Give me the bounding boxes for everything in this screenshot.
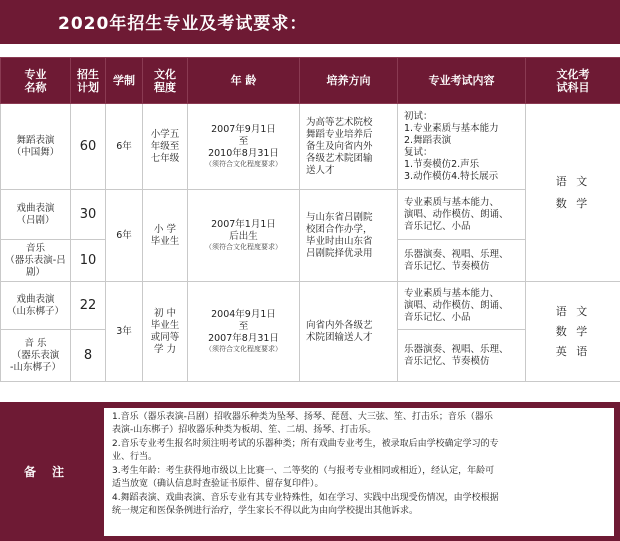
header-years: 学制 [106, 58, 143, 104]
education-cell: 小学五 年级至 七年级 [143, 104, 188, 190]
culture-cell: 语 文 数 学 英 语 [526, 282, 620, 382]
direction-cell: 向省内外各级艺 术院团输送人才 [300, 282, 398, 382]
page-title: 2020年招生专业及考试要求： [58, 14, 308, 34]
header-direction: 培养方向 [300, 58, 398, 104]
major-cell: 舞蹈表演 （中国舞） [1, 104, 71, 190]
notes-box [104, 408, 614, 536]
notes-section [0, 402, 620, 541]
admission-table [0, 57, 620, 382]
table-row [1, 282, 620, 330]
age-cell [188, 190, 300, 282]
education-cell: 初 中 毕业生 或同等 学 力 [143, 282, 188, 382]
title-bar [0, 0, 620, 44]
years-cell: 6年 [106, 190, 143, 282]
years-cell: 3年 [106, 282, 143, 382]
quota-cell: 60 [71, 104, 106, 190]
notes-label: 备注 [23, 465, 80, 479]
table-header-row [1, 58, 620, 104]
major-cell: 音 乐 （器乐表演 -山东梆子） [1, 330, 71, 382]
header-culture: 文化考 试科目 [526, 58, 620, 104]
years-cell: 6年 [106, 104, 143, 190]
header-quota: 招生 计划 [71, 58, 106, 104]
age-cell [188, 282, 300, 382]
header-major: 专业 名称 [1, 58, 71, 104]
age-cell [188, 104, 300, 190]
exam-cell: 专业素质与基本能力、 演唱、动作模仿、朗诵、 音乐记忆、小品 [398, 282, 526, 330]
exam-cell: 乐器演奏、视唱、乐理、 音乐记忆、节奏模仿 [398, 330, 526, 382]
note-item: 4.舞蹈表演、戏曲表演、音乐专业有其专业特殊性，如在学习、实践中出现受伤情况，由学校根据 统一规定和医保条例进行治疗，学生家长不得以此为由向学校提出其他诉求。 [112, 493, 499, 516]
major-cell: 戏曲表演 （山东梆子） [1, 282, 71, 330]
header-exam: 专业考试内容 [398, 58, 526, 104]
age-text: 2004年9月1日 至 2007年8月31日 [208, 309, 279, 344]
culture-cell: 语 文 数 学 [526, 104, 620, 282]
direction-cell: 与山东省吕剧院 校团合作办学， 毕业时由山东省 吕剧院择优录用 [300, 190, 398, 282]
quota-cell: 8 [71, 330, 106, 382]
note-item: 2.音乐专业考生报名时须注明考试的乐器种类；所有戏曲专业考生，被录取后由学校确定学习的专 业、行当。 [112, 439, 499, 462]
quota-cell: 22 [71, 282, 106, 330]
note-item: 3.考生年龄：考生获得地市级以上比赛一、二等奖的（与报考专业相同或相近），经认定，年龄可 适当放宽（确认信息时查验证书原件、留存复印件）。 [112, 466, 495, 489]
major-cell: 音乐 （器乐表演-吕剧） [1, 240, 71, 282]
education-cell: 小 学 毕业生 [143, 190, 188, 282]
major-cell: 戏曲表演 （吕剧） [1, 190, 71, 240]
age-text: 2007年9月1日 至 2010年8月31日 [208, 124, 279, 159]
table-row [1, 104, 620, 190]
header-education: 文化 程度 [143, 58, 188, 104]
age-note: （须符合文化程度要求） [205, 160, 282, 168]
quota-cell: 10 [71, 240, 106, 282]
header-age: 年 龄 [188, 58, 300, 104]
quota-cell: 30 [71, 190, 106, 240]
exam-cell: 专业素质与基本能力、 演唱、动作模仿、朗诵、 音乐记忆、小品 [398, 190, 526, 240]
exam-cell: 乐器演奏、视唱、乐理、 音乐记忆、节奏模仿 [398, 240, 526, 282]
age-text: 2007年1月1日 后出生 [211, 219, 276, 242]
age-note: （须符合文化程度要求） [205, 345, 282, 353]
age-note: （须符合文化程度要求） [205, 243, 282, 251]
note-item: 1.音乐（器乐表演-吕剧）招收器乐种类为坠琴、扬琴、琵琶、大三弦、笙、打击乐；音乐（器乐 表演-山东梆子）招收器乐种类为板胡、笙、二胡、扬琴、打击乐。 [112, 412, 493, 435]
exam-cell: 初试： 1.专业素质与基本能力 2.舞蹈表演 复试： 1.节奏模仿2.声乐 3.动作模仿4.特长展示 [398, 104, 526, 190]
direction-cell: 为高等艺术院校 舞蹈专业培养后 备生及向省内外 各级艺术院团输 送人才 [300, 104, 398, 190]
